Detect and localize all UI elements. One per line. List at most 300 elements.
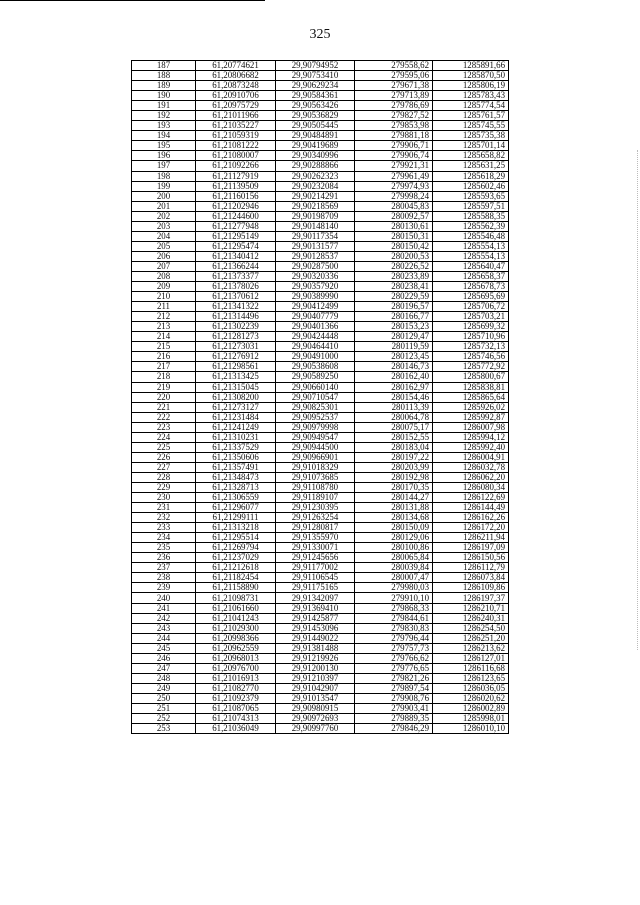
- y-coordinate-cell: 1286254,50: [433, 623, 509, 633]
- x-coordinate-cell: 280162,97: [355, 382, 433, 392]
- table-row: [132, 563, 509, 573]
- y-coordinate-cell: 1285745,55: [433, 121, 509, 131]
- latitude-cell: 61,21281273: [196, 332, 276, 342]
- longitude-cell: 29,91230395: [276, 503, 355, 513]
- longitude-cell: 29,90952537: [276, 412, 355, 422]
- x-coordinate-cell: 280113,39: [355, 402, 433, 412]
- table-row: [132, 493, 509, 503]
- longitude-cell: 29,91108780: [276, 482, 355, 492]
- table-row: [132, 121, 509, 131]
- longitude-cell: 29,91200130: [276, 663, 355, 673]
- y-coordinate-cell: 1285774,54: [433, 101, 509, 111]
- y-coordinate-cell: 1286010,10: [433, 724, 509, 734]
- point-number-cell: 207: [132, 261, 196, 271]
- x-coordinate-cell: 279595,06: [355, 71, 433, 81]
- longitude-cell: 29,91263254: [276, 513, 355, 523]
- table-row: [132, 553, 509, 563]
- table-row: [132, 61, 509, 71]
- longitude-cell: 29,90563426: [276, 101, 355, 111]
- table-row: [132, 271, 509, 281]
- x-coordinate-cell: 279821,26: [355, 673, 433, 683]
- longitude-cell: 29,90401366: [276, 322, 355, 332]
- latitude-cell: 61,20910706: [196, 91, 276, 101]
- longitude-cell: 29,90262323: [276, 171, 355, 181]
- x-coordinate-cell: 280152,55: [355, 432, 433, 442]
- latitude-cell: 61,21348473: [196, 472, 276, 482]
- table-row: [132, 583, 509, 593]
- x-coordinate-cell: 279868,33: [355, 603, 433, 613]
- table-row: [132, 693, 509, 703]
- y-coordinate-cell: 1285562,39: [433, 221, 509, 231]
- table-row: [132, 201, 509, 211]
- x-coordinate-cell: 279757,73: [355, 643, 433, 653]
- longitude-cell: 29,90464410: [276, 342, 355, 352]
- y-coordinate-cell: 1285992,40: [433, 442, 509, 452]
- y-coordinate-cell: 1286020,62: [433, 693, 509, 703]
- latitude-cell: 61,21158890: [196, 583, 276, 593]
- point-number-cell: 216: [132, 352, 196, 362]
- point-number-cell: 230: [132, 493, 196, 503]
- table-row: [132, 593, 509, 603]
- x-coordinate-cell: 279713,89: [355, 91, 433, 101]
- point-number-cell: 209: [132, 282, 196, 292]
- point-number-cell: 208: [132, 271, 196, 281]
- longitude-cell: 29,90753410: [276, 71, 355, 81]
- point-number-cell: 220: [132, 392, 196, 402]
- point-number-cell: 241: [132, 603, 196, 613]
- latitude-cell: 61,21295514: [196, 533, 276, 543]
- latitude-cell: 61,21298561: [196, 362, 276, 372]
- table-row: [132, 643, 509, 653]
- longitude-cell: 29,91210397: [276, 673, 355, 683]
- table-row: [132, 653, 509, 663]
- point-number-cell: 221: [132, 402, 196, 412]
- table-row: [132, 241, 509, 251]
- table-row: [132, 302, 509, 312]
- latitude-cell: 61,21276912: [196, 352, 276, 362]
- table-row: [132, 91, 509, 101]
- longitude-cell: 29,91042907: [276, 683, 355, 693]
- y-coordinate-cell: 1285701,14: [433, 141, 509, 151]
- latitude-cell: 61,21277948: [196, 221, 276, 231]
- y-coordinate-cell: 1286123,65: [433, 673, 509, 683]
- table-row: [132, 312, 509, 322]
- y-coordinate-cell: 1286251,20: [433, 633, 509, 643]
- table-row: [132, 81, 509, 91]
- latitude-cell: 61,21241249: [196, 422, 276, 432]
- y-coordinate-cell: 1285761,57: [433, 111, 509, 121]
- x-coordinate-cell: 279903,41: [355, 704, 433, 714]
- x-coordinate-cell: 279766,62: [355, 653, 433, 663]
- x-coordinate-cell: 280154,46: [355, 392, 433, 402]
- point-number-cell: 235: [132, 543, 196, 553]
- latitude-cell: 61,21202946: [196, 201, 276, 211]
- x-coordinate-cell: 280129,06: [355, 533, 433, 543]
- page-number: 325: [309, 27, 331, 42]
- y-coordinate-cell: 1286032,78: [433, 462, 509, 472]
- longitude-cell: 29,90218569: [276, 201, 355, 211]
- x-coordinate-cell: 280150,31: [355, 231, 433, 241]
- x-coordinate-cell: 280233,89: [355, 271, 433, 281]
- x-coordinate-cell: 280075,17: [355, 422, 433, 432]
- point-number-cell: 212: [132, 312, 196, 322]
- point-number-cell: 214: [132, 332, 196, 342]
- x-coordinate-cell: 279558,62: [355, 61, 433, 71]
- scan-edge-marks: [636, 150, 638, 650]
- x-coordinate-cell: 280196,57: [355, 302, 433, 312]
- point-number-cell: 234: [132, 533, 196, 543]
- point-number-cell: 219: [132, 382, 196, 392]
- latitude-cell: 61,21036049: [196, 724, 276, 734]
- table-row: [132, 704, 509, 714]
- table-row: [132, 633, 509, 643]
- x-coordinate-cell: 279827,52: [355, 111, 433, 121]
- latitude-cell: 61,21308200: [196, 392, 276, 402]
- y-coordinate-cell: 1286112,79: [433, 563, 509, 573]
- longitude-cell: 29,90979998: [276, 422, 355, 432]
- table-row: [132, 131, 509, 141]
- latitude-cell: 61,20968013: [196, 653, 276, 663]
- x-coordinate-cell: 280144,27: [355, 493, 433, 503]
- longitude-cell: 29,91369410: [276, 603, 355, 613]
- longitude-cell: 29,90660140: [276, 382, 355, 392]
- x-coordinate-cell: 280150,09: [355, 523, 433, 533]
- latitude-cell: 61,21160156: [196, 191, 276, 201]
- table-row: [132, 663, 509, 673]
- point-number-cell: 188: [132, 71, 196, 81]
- point-number-cell: 243: [132, 623, 196, 633]
- table-row: [132, 422, 509, 432]
- longitude-cell: 29,91280817: [276, 523, 355, 533]
- point-number-cell: 200: [132, 191, 196, 201]
- x-coordinate-cell: 280229,59: [355, 292, 433, 302]
- table-row: [132, 342, 509, 352]
- table-row: [132, 362, 509, 372]
- y-coordinate-cell: 1285732,13: [433, 342, 509, 352]
- longitude-cell: 29,90536829: [276, 111, 355, 121]
- y-coordinate-cell: 1286127,01: [433, 653, 509, 663]
- coordinates-table: [131, 60, 509, 734]
- latitude-cell: 61,21373377: [196, 271, 276, 281]
- longitude-cell: 29,90389990: [276, 292, 355, 302]
- table-row: [132, 211, 509, 221]
- longitude-cell: 29,90825301: [276, 402, 355, 412]
- y-coordinate-cell: 1285593,65: [433, 191, 509, 201]
- longitude-cell: 29,91342097: [276, 593, 355, 603]
- x-coordinate-cell: 280064,78: [355, 412, 433, 422]
- latitude-cell: 61,21237029: [196, 553, 276, 563]
- top-rule: [0, 0, 265, 1]
- table-row: [132, 442, 509, 452]
- point-number-cell: 211: [132, 302, 196, 312]
- longitude-cell: 29,91018329: [276, 462, 355, 472]
- x-coordinate-cell: 279881,18: [355, 131, 433, 141]
- y-coordinate-cell: 1286150,56: [433, 553, 509, 563]
- point-number-cell: 213: [132, 322, 196, 332]
- y-coordinate-cell: 1286240,31: [433, 613, 509, 623]
- latitude-cell: 61,21366244: [196, 261, 276, 271]
- point-number-cell: 232: [132, 513, 196, 523]
- point-number-cell: 228: [132, 472, 196, 482]
- table-row: [132, 412, 509, 422]
- latitude-cell: 61,20998366: [196, 633, 276, 643]
- table-row: [132, 322, 509, 332]
- y-coordinate-cell: 1285735,38: [433, 131, 509, 141]
- y-coordinate-cell: 1285597,51: [433, 201, 509, 211]
- point-number-cell: 222: [132, 412, 196, 422]
- latitude-cell: 61,20873248: [196, 81, 276, 91]
- latitude-cell: 61,21059319: [196, 131, 276, 141]
- x-coordinate-cell: 280007,47: [355, 573, 433, 583]
- x-coordinate-cell: 280130,61: [355, 221, 433, 231]
- point-number-cell: 240: [132, 593, 196, 603]
- y-coordinate-cell: 1286197,37: [433, 593, 509, 603]
- longitude-cell: 29,90117354: [276, 231, 355, 241]
- y-coordinate-cell: 1285926,02: [433, 402, 509, 412]
- x-coordinate-cell: 279897,54: [355, 683, 433, 693]
- point-number-cell: 218: [132, 372, 196, 382]
- x-coordinate-cell: 279908,76: [355, 693, 433, 703]
- table-row: [132, 482, 509, 492]
- latitude-cell: 61,21273031: [196, 342, 276, 352]
- longitude-cell: 29,90949547: [276, 432, 355, 442]
- latitude-cell: 61,21295149: [196, 231, 276, 241]
- table-row: [132, 292, 509, 302]
- latitude-cell: 61,21273127: [196, 402, 276, 412]
- x-coordinate-cell: 280162,40: [355, 372, 433, 382]
- table-row: [132, 282, 509, 292]
- point-number-cell: 246: [132, 653, 196, 663]
- point-number-cell: 203: [132, 221, 196, 231]
- y-coordinate-cell: 1285992,87: [433, 412, 509, 422]
- y-coordinate-cell: 1286197,09: [433, 543, 509, 553]
- table-row: [132, 71, 509, 81]
- point-number-cell: 217: [132, 362, 196, 372]
- longitude-cell: 29,90491000: [276, 352, 355, 362]
- table-row: [132, 372, 509, 382]
- y-coordinate-cell: 1285710,96: [433, 332, 509, 342]
- latitude-cell: 61,21087065: [196, 704, 276, 714]
- x-coordinate-cell: 280170,35: [355, 482, 433, 492]
- latitude-cell: 61,21269794: [196, 543, 276, 553]
- y-coordinate-cell: 1286116,68: [433, 663, 509, 673]
- point-number-cell: 204: [132, 231, 196, 241]
- latitude-cell: 61,21299111: [196, 513, 276, 523]
- y-coordinate-cell: 1285554,13: [433, 251, 509, 261]
- point-number-cell: 190: [132, 91, 196, 101]
- x-coordinate-cell: 279844,61: [355, 613, 433, 623]
- y-coordinate-cell: 1285695,69: [433, 292, 509, 302]
- longitude-cell: 29,91219926: [276, 653, 355, 663]
- latitude-cell: 61,21302239: [196, 322, 276, 332]
- table-row: [132, 221, 509, 231]
- table-row: [132, 382, 509, 392]
- x-coordinate-cell: 279796,44: [355, 633, 433, 643]
- table-row: [132, 231, 509, 241]
- x-coordinate-cell: 280131,88: [355, 503, 433, 513]
- table-row: [132, 603, 509, 613]
- point-number-cell: 238: [132, 573, 196, 583]
- longitude-cell: 29,91425877: [276, 613, 355, 623]
- table-row: [132, 724, 509, 734]
- longitude-cell: 29,90424448: [276, 332, 355, 342]
- y-coordinate-cell: 1285640,47: [433, 261, 509, 271]
- latitude-cell: 61,21127919: [196, 171, 276, 181]
- point-number-cell: 236: [132, 553, 196, 563]
- latitude-cell: 61,21296077: [196, 503, 276, 513]
- longitude-cell: 29,91449022: [276, 633, 355, 643]
- x-coordinate-cell: 279830,83: [355, 623, 433, 633]
- x-coordinate-cell: 280045,83: [355, 201, 433, 211]
- latitude-cell: 61,21182454: [196, 573, 276, 583]
- latitude-cell: 61,20774621: [196, 61, 276, 71]
- point-number-cell: 226: [132, 452, 196, 462]
- x-coordinate-cell: 279776,65: [355, 663, 433, 673]
- x-coordinate-cell: 279906,74: [355, 151, 433, 161]
- table-row: [132, 543, 509, 553]
- latitude-cell: 61,21082770: [196, 683, 276, 693]
- point-number-cell: 201: [132, 201, 196, 211]
- x-coordinate-cell: 279974,93: [355, 181, 433, 191]
- x-coordinate-cell: 279889,35: [355, 714, 433, 724]
- longitude-cell: 29,90584361: [276, 91, 355, 101]
- longitude-cell: 29,90484891: [276, 131, 355, 141]
- y-coordinate-cell: 1285706,72: [433, 302, 509, 312]
- x-coordinate-cell: 280092,57: [355, 211, 433, 221]
- y-coordinate-cell: 1285772,92: [433, 362, 509, 372]
- point-number-cell: 247: [132, 663, 196, 673]
- x-coordinate-cell: 280197,22: [355, 452, 433, 462]
- latitude-cell: 61,20806682: [196, 71, 276, 81]
- point-number-cell: 198: [132, 171, 196, 181]
- longitude-cell: 29,90997760: [276, 724, 355, 734]
- point-number-cell: 191: [132, 101, 196, 111]
- latitude-cell: 61,21350606: [196, 452, 276, 462]
- latitude-cell: 61,21378026: [196, 282, 276, 292]
- longitude-cell: 29,90232084: [276, 181, 355, 191]
- latitude-cell: 61,21016913: [196, 673, 276, 683]
- x-coordinate-cell: 280153,23: [355, 322, 433, 332]
- latitude-cell: 61,21310231: [196, 432, 276, 442]
- point-number-cell: 244: [132, 633, 196, 643]
- table-row: [132, 111, 509, 121]
- table-row: [132, 101, 509, 111]
- point-number-cell: 199: [132, 181, 196, 191]
- y-coordinate-cell: 1286073,84: [433, 573, 509, 583]
- table-row: [132, 181, 509, 191]
- latitude-cell: 61,21011966: [196, 111, 276, 121]
- y-coordinate-cell: 1285865,64: [433, 392, 509, 402]
- latitude-cell: 61,21313425: [196, 372, 276, 382]
- x-coordinate-cell: 280200,53: [355, 251, 433, 261]
- y-coordinate-cell: 1286062,20: [433, 472, 509, 482]
- latitude-cell: 61,21061660: [196, 603, 276, 613]
- longitude-cell: 29,90710547: [276, 392, 355, 402]
- table-row: [132, 503, 509, 513]
- table-row: [132, 673, 509, 683]
- longitude-cell: 29,91073685: [276, 472, 355, 482]
- longitude-cell: 29,91330071: [276, 543, 355, 553]
- longitude-cell: 29,91013547: [276, 693, 355, 703]
- longitude-cell: 29,91175165: [276, 583, 355, 593]
- x-coordinate-cell: 280192,98: [355, 472, 433, 482]
- latitude-cell: 61,21315045: [196, 382, 276, 392]
- point-number-cell: 197: [132, 161, 196, 171]
- longitude-cell: 29,90128537: [276, 251, 355, 261]
- longitude-cell: 29,90320336: [276, 271, 355, 281]
- longitude-cell: 29,91245656: [276, 553, 355, 563]
- table-row: [132, 683, 509, 693]
- table-row: [132, 623, 509, 633]
- y-coordinate-cell: 1286109,86: [433, 583, 509, 593]
- latitude-cell: 61,21092379: [196, 693, 276, 703]
- y-coordinate-cell: 1285783,43: [433, 91, 509, 101]
- y-coordinate-cell: 1286002,89: [433, 704, 509, 714]
- table-row: [132, 462, 509, 472]
- table-row: [132, 392, 509, 402]
- point-number-cell: 242: [132, 613, 196, 623]
- y-coordinate-cell: 1285870,50: [433, 71, 509, 81]
- y-coordinate-cell: 1286213,62: [433, 643, 509, 653]
- latitude-cell: 61,21231484: [196, 412, 276, 422]
- y-coordinate-cell: 1285631,25: [433, 161, 509, 171]
- x-coordinate-cell: 279980,03: [355, 583, 433, 593]
- y-coordinate-cell: 1286122,69: [433, 493, 509, 503]
- table-row: [132, 523, 509, 533]
- latitude-cell: 61,21212618: [196, 563, 276, 573]
- x-coordinate-cell: 280129,47: [355, 332, 433, 342]
- longitude-cell: 29,90198709: [276, 211, 355, 221]
- longitude-cell: 29,91177002: [276, 563, 355, 573]
- latitude-cell: 61,21340412: [196, 251, 276, 261]
- point-number-cell: 227: [132, 462, 196, 472]
- x-coordinate-cell: 280146,73: [355, 362, 433, 372]
- table-row: [132, 332, 509, 342]
- longitude-cell: 29,90538608: [276, 362, 355, 372]
- latitude-cell: 61,20962559: [196, 643, 276, 653]
- latitude-cell: 61,21081222: [196, 141, 276, 151]
- longitude-cell: 29,91189107: [276, 493, 355, 503]
- point-number-cell: 250: [132, 693, 196, 703]
- longitude-cell: 29,90505445: [276, 121, 355, 131]
- y-coordinate-cell: 1286036,05: [433, 683, 509, 693]
- y-coordinate-cell: 1285678,73: [433, 282, 509, 292]
- point-number-cell: 192: [132, 111, 196, 121]
- longitude-cell: 29,90794952: [276, 61, 355, 71]
- point-number-cell: 189: [132, 81, 196, 91]
- x-coordinate-cell: 280100,86: [355, 543, 433, 553]
- y-coordinate-cell: 1285838,81: [433, 382, 509, 392]
- x-coordinate-cell: 280134,68: [355, 513, 433, 523]
- latitude-cell: 61,21092266: [196, 161, 276, 171]
- x-coordinate-cell: 280226,52: [355, 261, 433, 271]
- y-coordinate-cell: 1285746,56: [433, 352, 509, 362]
- x-coordinate-cell: 280123,45: [355, 352, 433, 362]
- latitude-cell: 61,21041243: [196, 613, 276, 623]
- y-coordinate-cell: 1286210,71: [433, 603, 509, 613]
- table-row: [132, 402, 509, 412]
- x-coordinate-cell: 279786,69: [355, 101, 433, 111]
- latitude-cell: 61,21357491: [196, 462, 276, 472]
- table-row: [132, 191, 509, 201]
- longitude-cell: 29,90972693: [276, 714, 355, 724]
- latitude-cell: 61,21328713: [196, 482, 276, 492]
- longitude-cell: 29,90288866: [276, 161, 355, 171]
- point-number-cell: 225: [132, 442, 196, 452]
- point-number-cell: 233: [132, 523, 196, 533]
- point-number-cell: 252: [132, 714, 196, 724]
- y-coordinate-cell: 1285699,32: [433, 322, 509, 332]
